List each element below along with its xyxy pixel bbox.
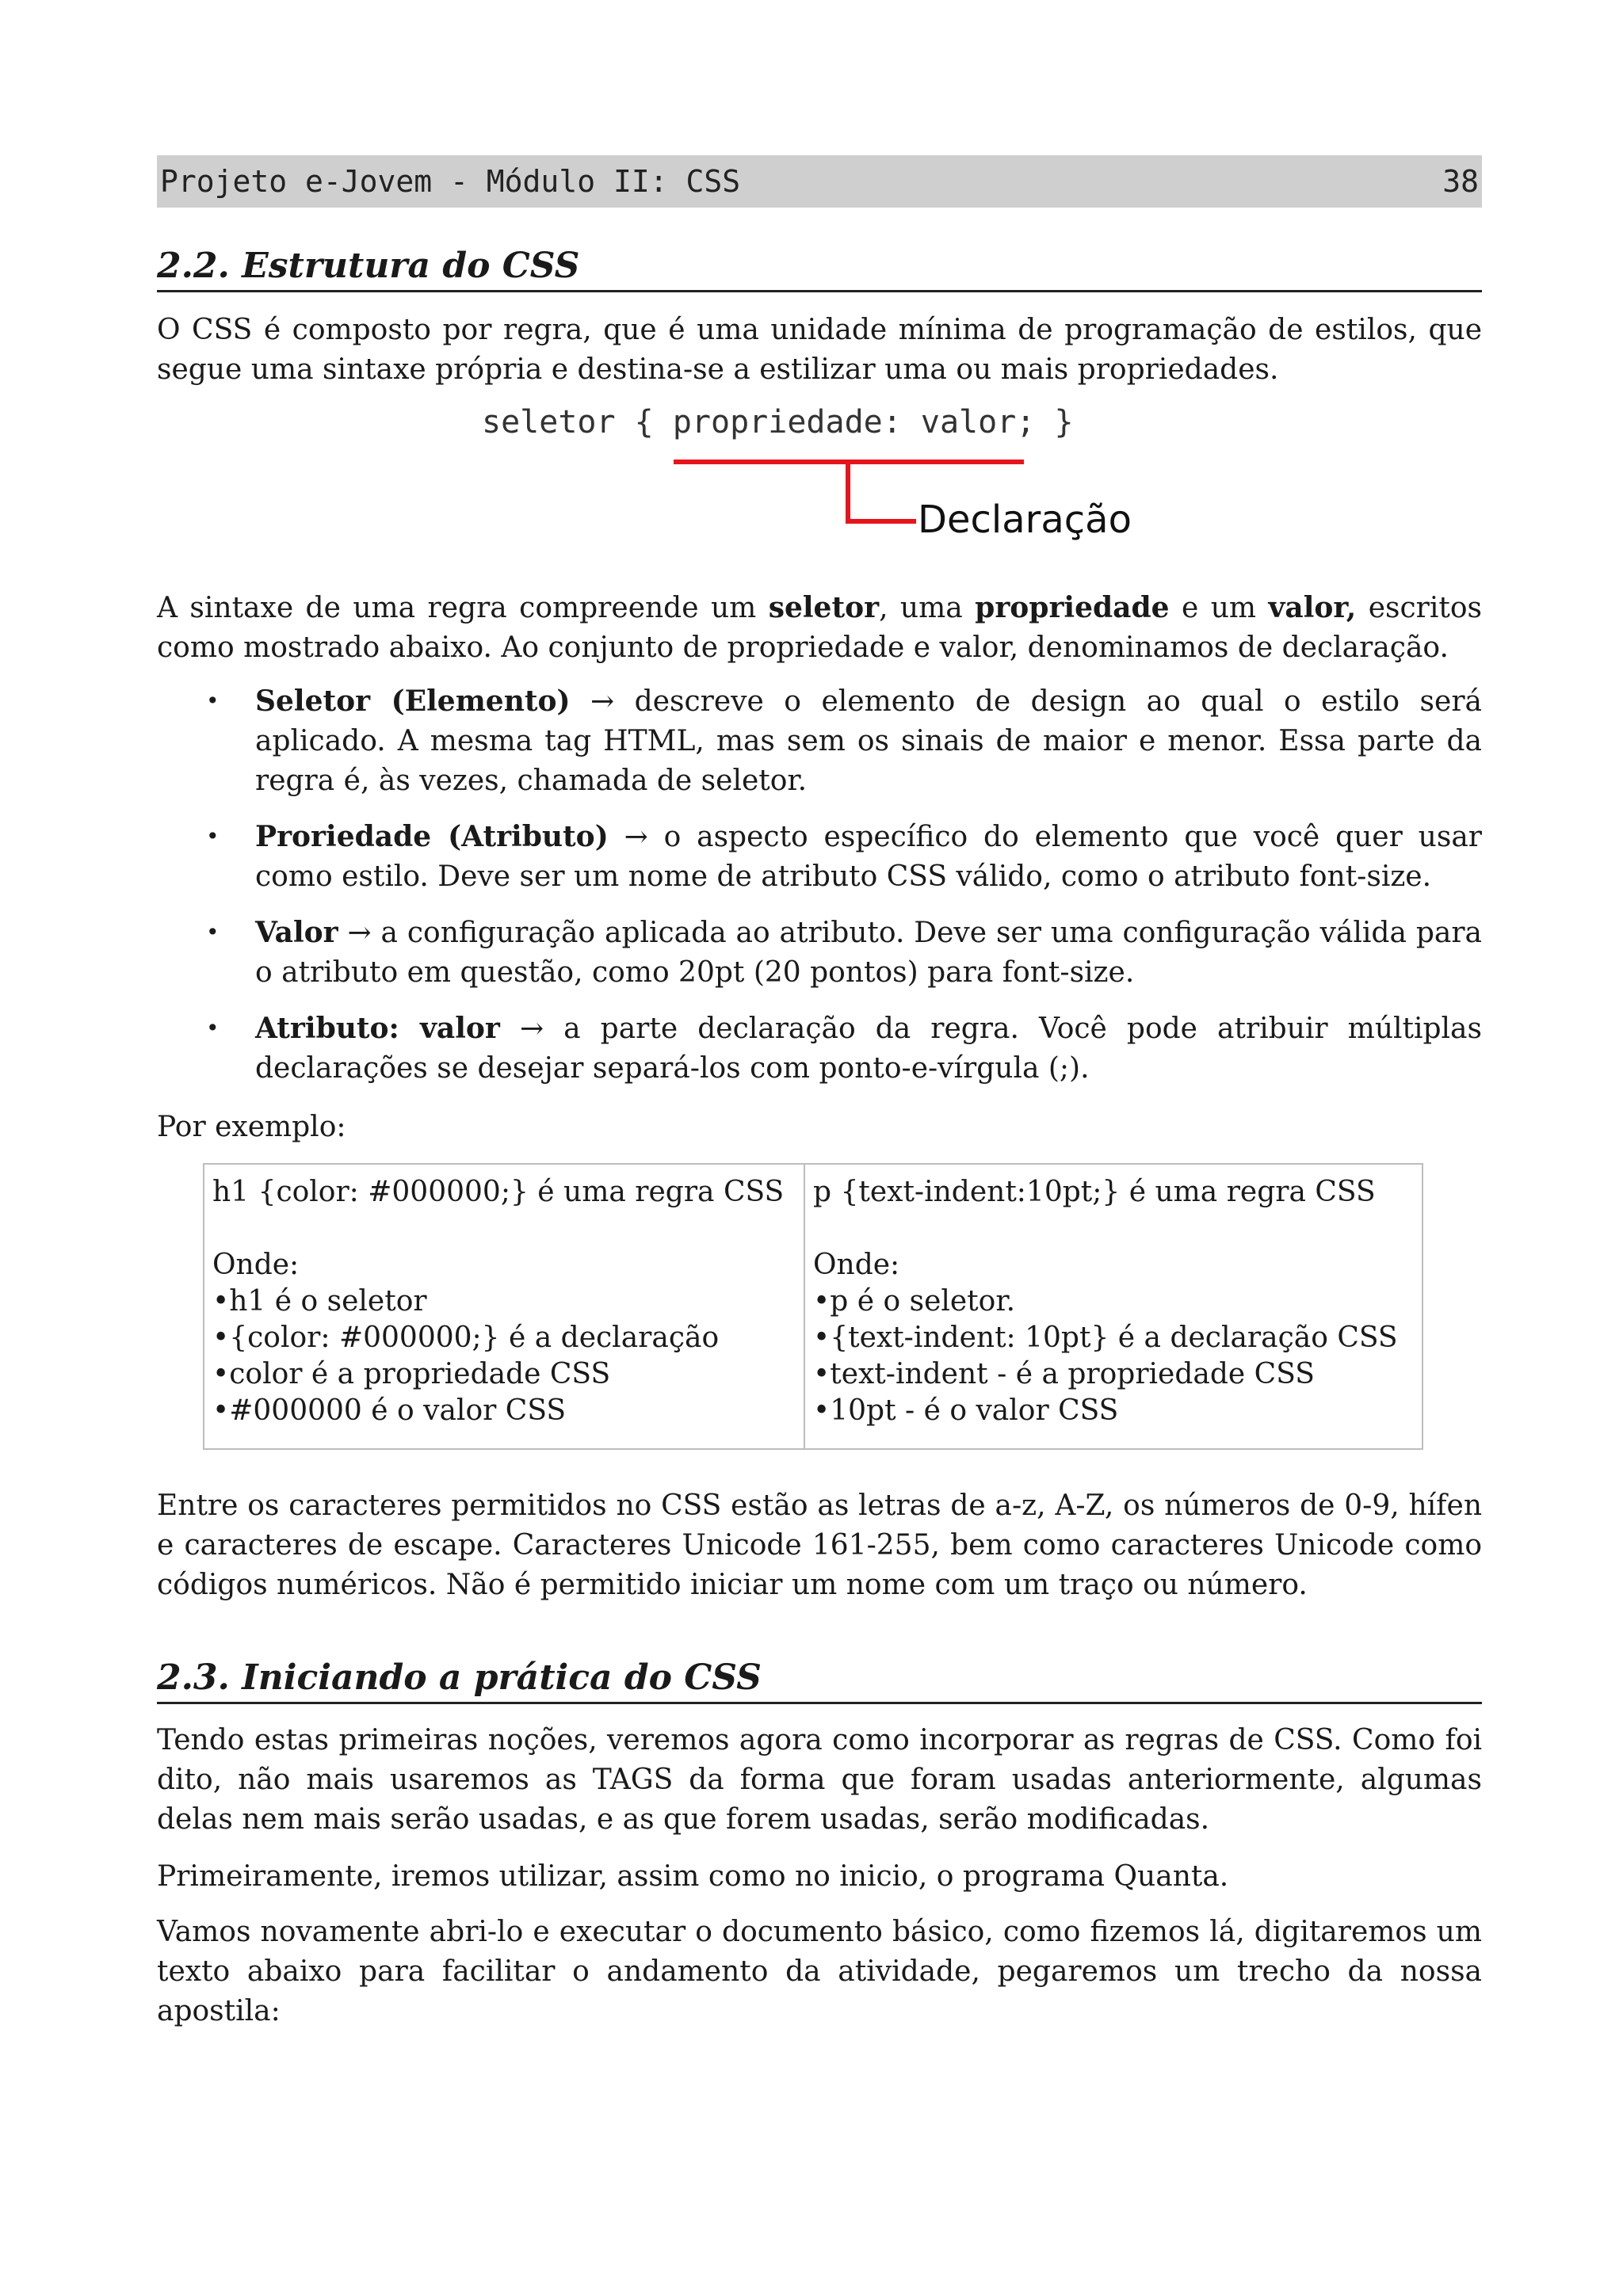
example-left-title: h1 {color: #000000;} é uma regra CSS bbox=[212, 1176, 785, 1208]
list-item bbox=[157, 817, 1482, 897]
example-left-line: •color é a propriedade CSS bbox=[212, 1358, 611, 1390]
intro-paragraph: O CSS é composto por regra, que é uma unidade mínima de programação de estilos, que segue uma sintaxe própria e destina-se a estilizar uma ou mais propriedades. bbox=[157, 314, 1482, 386]
example-right-title: p {text-indent:10pt;} é uma regra CSS bbox=[813, 1176, 1376, 1208]
example-right-line: •p é o seletor. bbox=[813, 1285, 1016, 1318]
syntax-paragraph bbox=[157, 588, 1482, 668]
example-right-line: •text-indent - é a propriedade CSS bbox=[813, 1358, 1315, 1390]
list-item-text: → a parte declaração da regra. Você pode atribuir múltiplas declarações se desejar separá-los com ponto-e-vírgula (;). bbox=[255, 1013, 1482, 1085]
syntax-suffix: } bbox=[1035, 404, 1074, 441]
example-left-line: •#000000 é o valor CSS bbox=[212, 1394, 567, 1427]
section-heading-2-2: 2.2. Estrutura do CSS bbox=[157, 244, 1482, 292]
characters-paragraph: Entre os caracteres permitidos no CSS estão as letras de a-z, A-Z, os números de 0-9, hífen e caracteres de escape. Caracteres Unicode 161-255, bem como caracteres Unicode como códigos numéricos. Não é permitido iniciar um nome com um traço ou número. bbox=[157, 1489, 1482, 1601]
css-rule-diagram bbox=[157, 404, 1482, 563]
section-2-3-paragraph-1: Tendo estas primeiras noções, veremos agora como incorporar as regras de CSS. Como foi dito, não mais usaremos as TAGS da forma que foram usadas anteriormente, algumas delas nem mais serão usadas, e as que forem usadas, serão modificadas. bbox=[157, 1724, 1482, 1836]
example-left-line: •h1 é o seletor bbox=[212, 1285, 427, 1318]
definition-list bbox=[157, 681, 1482, 1104]
example-cell-left bbox=[204, 1165, 805, 1448]
term-propriedade: propriedade bbox=[975, 591, 1170, 624]
bullet-marker: • bbox=[206, 1015, 220, 1041]
bullet-marker: • bbox=[206, 919, 220, 945]
example-left-where: Onde: bbox=[212, 1249, 300, 1281]
bullet-marker: • bbox=[206, 823, 220, 849]
list-item-text: → descreve o elemento de design ao qual o estilo será aplicado. A mesma tag HTML, mas sem os sinais de maior e menor. Essa parte da regra é, às vezes, chamada de seletor. bbox=[255, 685, 1482, 797]
bullet-marker: • bbox=[206, 688, 220, 714]
list-item-text: → a configuração aplicada ao atributo. Deve ser uma configuração válida para o atributo em questão, como 20pt (20 pontos) para font-size. bbox=[255, 917, 1482, 989]
list-item bbox=[157, 681, 1482, 801]
section-2-3-paragraph-3: Vamos novamente abri-lo e executar o documento básico, como fizemos lá, digitaremos um texto abaixo para facilitar o andamento da atividade, pegaremos um trecho da nossa apostila: bbox=[157, 1916, 1482, 2027]
section-2-3-paragraph-2: Primeiramente, iremos utilizar, assim como no inicio, o programa Quanta. bbox=[157, 1860, 1229, 1893]
term-valor: valor, bbox=[1268, 591, 1357, 624]
list-item bbox=[157, 1009, 1482, 1089]
example-right-line: •{text-indent: 10pt} é a declaração CSS bbox=[813, 1322, 1398, 1354]
list-item-term: Seletor (Elemento) bbox=[255, 685, 571, 718]
syntax-text-1: A sintaxe de uma regra compreende um bbox=[157, 592, 769, 624]
list-item-text: → o aspecto específico do elemento que você quer usar como estilo. Deve ser um nome de atributo CSS válido, como o atributo font-size. bbox=[255, 821, 1482, 893]
page-number: 38 bbox=[1442, 164, 1479, 199]
list-item-term: Valor bbox=[255, 916, 338, 949]
example-cell-right bbox=[805, 1165, 1422, 1448]
example-right-where: Onde: bbox=[813, 1249, 900, 1281]
list-item-term: Atributo: valor bbox=[255, 1012, 500, 1045]
section-heading-2-3: 2.3. Iniciando a prática do CSS bbox=[157, 1656, 1482, 1704]
list-item bbox=[157, 913, 1482, 993]
page-header bbox=[157, 155, 1482, 208]
declaration-bracket bbox=[157, 404, 1482, 563]
syntax-text-2: , uma bbox=[879, 592, 976, 624]
syntax-text-3: e um bbox=[1169, 592, 1269, 624]
example-table bbox=[203, 1163, 1423, 1450]
example-right-line: •10pt - é o valor CSS bbox=[813, 1394, 1119, 1427]
header-title: Projeto e-Jovem - Módulo II: CSS bbox=[160, 164, 741, 199]
syntax-declaration: propriedade: valor; bbox=[672, 404, 1036, 441]
declaration-connector bbox=[848, 462, 916, 521]
term-seletor: seletor bbox=[768, 591, 880, 624]
list-item-term: Proriedade (Atributo) bbox=[255, 820, 609, 853]
example-label: Por exemplo: bbox=[157, 1111, 346, 1143]
example-left-line: •{color: #000000;} é a declaração bbox=[212, 1322, 720, 1354]
declaration-label: Declaração bbox=[918, 498, 1132, 542]
syntax-text-4: escritos como mostrado abaixo. Ao conjunto de propriedade e valor, denominamos de declaração. bbox=[157, 592, 1482, 664]
syntax-prefix: seletor { bbox=[482, 404, 673, 441]
